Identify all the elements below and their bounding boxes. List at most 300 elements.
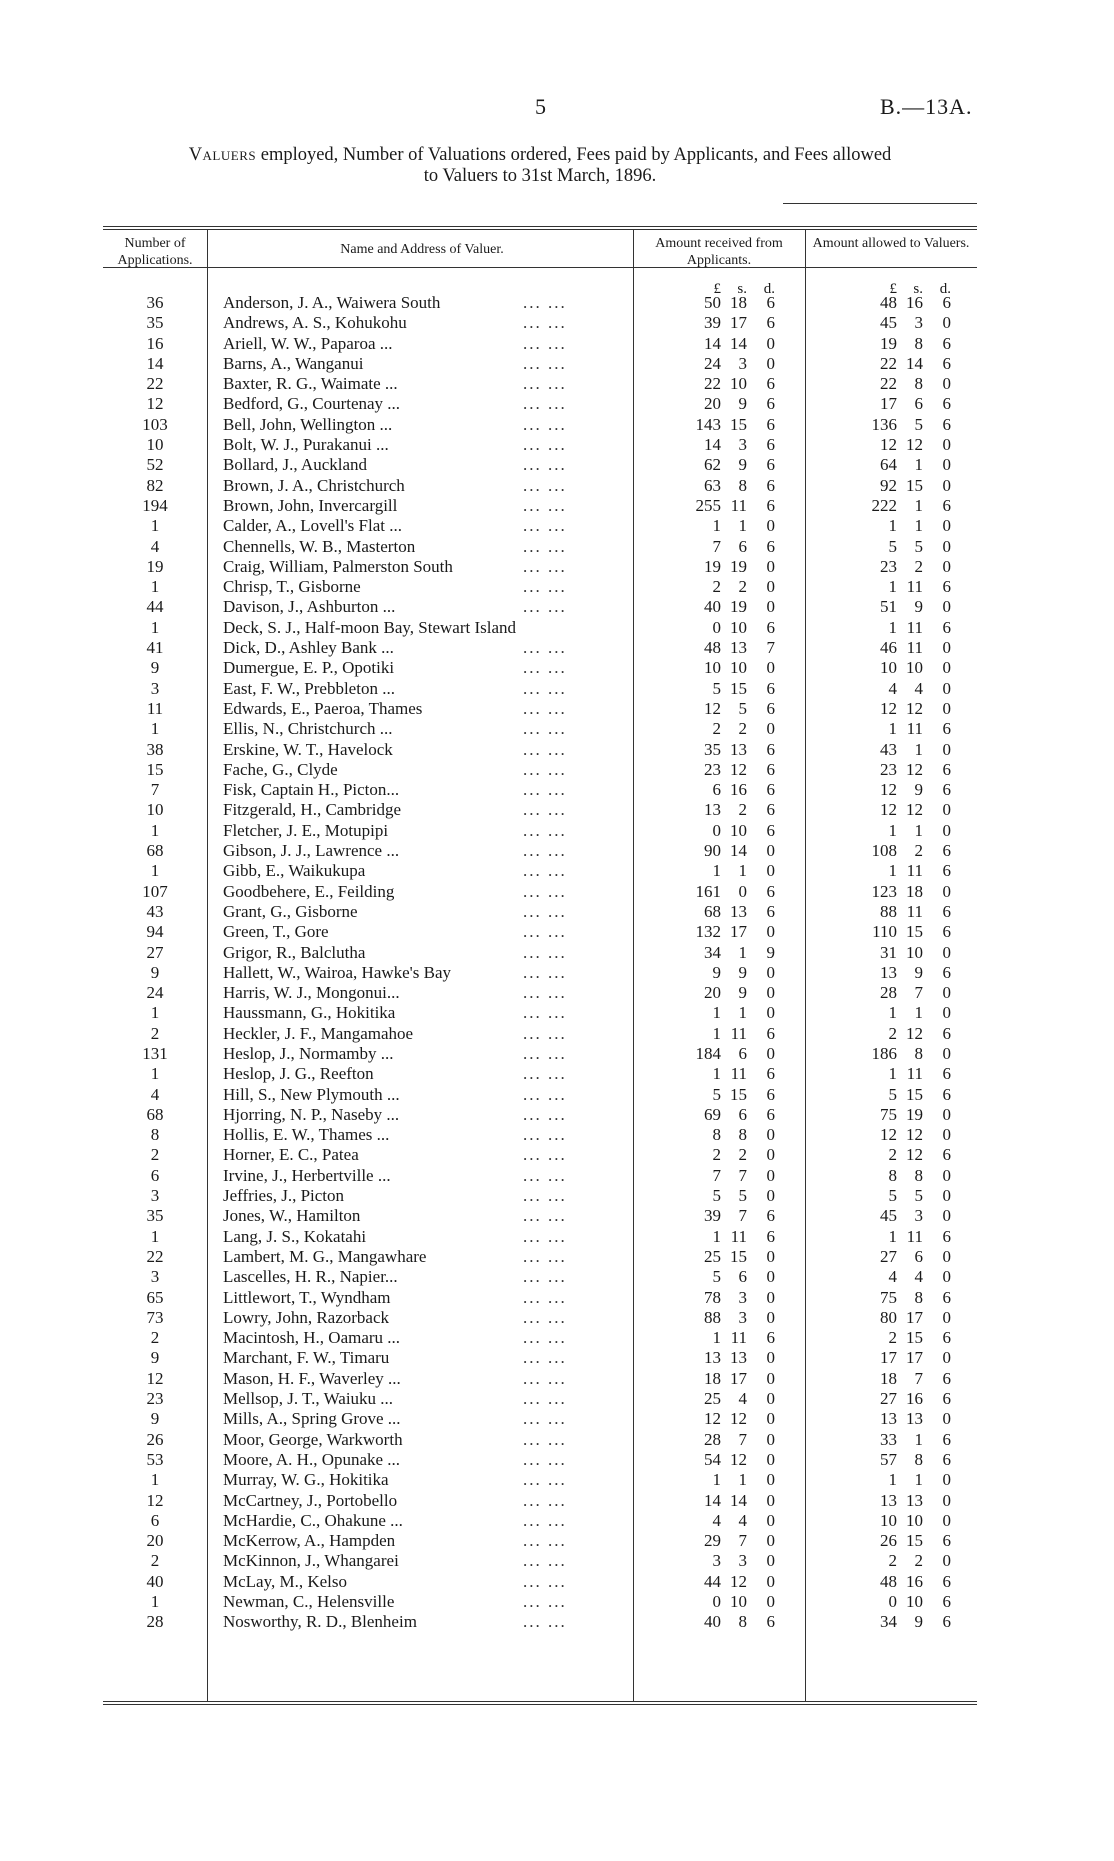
received-pence: 6	[766, 455, 775, 475]
leader-dots: ... ...	[523, 800, 567, 820]
allowed-pence: 0	[942, 435, 951, 455]
application-count: 22	[146, 374, 164, 394]
table-row	[103, 354, 977, 374]
leader-dots: ... ...	[523, 820, 567, 840]
received-pounds: 12	[704, 1409, 721, 1429]
valuer-name: Fletcher, J. E., Motupipi	[223, 820, 389, 840]
table-row	[103, 1145, 977, 1165]
received-shillings: 3	[738, 1307, 747, 1327]
received-shillings: 15	[730, 1084, 747, 1104]
received-shillings: 1	[738, 861, 747, 881]
leader-dots: ... ...	[523, 1226, 567, 1246]
table-row	[103, 1003, 977, 1023]
table-row	[103, 1612, 977, 1632]
allowed-pence: 0	[942, 1409, 951, 1429]
received-pounds: 5	[712, 1186, 721, 1206]
leader-dots: ... ...	[523, 1125, 567, 1145]
table-row	[103, 1247, 977, 1267]
allowed-shillings: 3	[914, 1206, 923, 1226]
received-shillings: 9	[738, 983, 747, 1003]
allowed-pounds: 1	[888, 617, 897, 637]
application-count: 4	[150, 536, 160, 556]
application-count: 1	[150, 1226, 160, 1246]
valuer-name: Hollis, E. W., Thames ...	[223, 1125, 390, 1145]
allowed-pounds: 17	[880, 1348, 897, 1368]
allowed-pounds: 0	[888, 1592, 897, 1611]
allowed-pence-unit: d.	[939, 281, 951, 297]
valuer-name: Murray, W. G., Hokitika	[223, 1470, 389, 1490]
allowed-shillings: 12	[906, 1125, 923, 1145]
header-received: Amount received from Applicants.	[655, 236, 783, 268]
received-shillings: 13	[730, 1348, 747, 1368]
allowed-pounds: 1	[888, 1470, 897, 1490]
allowed-shillings: 15	[906, 1328, 923, 1348]
allowed-pence: 6	[942, 394, 951, 414]
allowed-pounds: 2	[888, 1023, 897, 1043]
allowed-pence: 6	[942, 1287, 951, 1307]
received-pence: 0	[766, 658, 775, 678]
received-pence: 0	[766, 1571, 775, 1591]
received-pounds: 7	[712, 1165, 721, 1185]
received-shillings-unit: s.	[737, 281, 747, 297]
allowed-pence: 0	[942, 658, 951, 678]
received-shillings: 8	[738, 1612, 747, 1632]
allowed-shillings: 11	[906, 861, 923, 881]
valuer-name: Moor, George, Warkworth	[223, 1429, 403, 1449]
allowed-pence: 0	[942, 983, 951, 1003]
received-shillings: 13	[730, 739, 747, 759]
allowed-pence: 6	[942, 922, 951, 942]
received-pence: 6	[766, 495, 775, 515]
leader-dots: ... ...	[523, 1409, 567, 1429]
leader-dots: ... ...	[523, 1043, 567, 1063]
application-count: 8	[150, 1125, 160, 1145]
allowed-pounds: 27	[880, 1389, 897, 1409]
received-shillings: 0	[738, 881, 747, 901]
allowed-pence: 6	[942, 901, 951, 921]
application-count: 1	[150, 719, 160, 739]
received-shillings: 3	[738, 1551, 747, 1571]
table-row	[103, 537, 977, 557]
leader-dots: ... ...	[523, 1368, 567, 1388]
allowed-pounds-unit: £	[889, 281, 897, 297]
received-pounds: 34	[704, 942, 721, 962]
table-row	[103, 1085, 977, 1105]
application-count: 3	[150, 678, 160, 698]
received-shillings: 9	[738, 455, 747, 475]
received-shillings: 14	[730, 333, 747, 353]
table-bottom-rule	[103, 1701, 977, 1702]
received-pounds: 1	[712, 1328, 721, 1348]
leader-dots: ... ...	[523, 1449, 567, 1469]
table-row	[103, 1348, 977, 1368]
allowed-pounds: 23	[880, 556, 897, 576]
valuer-name: Grigor, R., Balclutha	[223, 942, 366, 962]
allowed-shillings: 6	[914, 394, 923, 414]
received-pounds: 13	[704, 800, 721, 820]
allowed-pounds: 33	[880, 1429, 897, 1449]
table-row	[103, 740, 977, 760]
valuer-name: Littlewort, T., Wyndham	[223, 1287, 391, 1307]
received-shillings: 1	[738, 942, 747, 962]
received-pounds: 1	[712, 1003, 721, 1023]
received-pounds: 19	[704, 556, 721, 576]
table-row	[103, 1572, 977, 1592]
leader-dots: ... ...	[523, 780, 567, 800]
leader-dots: ... ...	[523, 1389, 567, 1409]
allowed-pence: 6	[942, 719, 951, 739]
leader-dots: ... ...	[523, 1003, 567, 1023]
valuer-name: Newman, C., Helensville	[223, 1592, 395, 1611]
received-pence: 6	[766, 617, 775, 637]
received-pence: 6	[766, 475, 775, 495]
leader-dots: ... ...	[523, 597, 567, 617]
application-count: 43	[146, 901, 164, 921]
leader-dots: ... ...	[523, 556, 567, 576]
table-row	[103, 1024, 977, 1044]
allowed-shillings: 15	[906, 475, 923, 495]
received-shillings: 2	[738, 719, 747, 739]
allowed-pounds: 10	[880, 658, 897, 678]
valuer-name: Harris, W. J., Mongonui...	[223, 983, 400, 1003]
received-pence: 6	[766, 1064, 775, 1084]
received-shillings: 13	[730, 638, 747, 658]
allowed-shillings: 1	[914, 1003, 923, 1023]
valuer-name: Horner, E. C., Patea	[223, 1145, 359, 1165]
allowed-pence: 0	[942, 942, 951, 962]
received-shillings: 9	[738, 962, 747, 982]
leader-dots: ... ...	[523, 1612, 567, 1632]
allowed-pence: 0	[942, 1470, 951, 1490]
application-count: 6	[150, 1510, 160, 1530]
allowed-pounds: 2	[888, 1145, 897, 1165]
valuer-name: Mills, A., Spring Grove ...	[223, 1409, 401, 1429]
allowed-pounds: 186	[871, 1043, 897, 1063]
received-shillings: 11	[730, 1328, 747, 1348]
allowed-pence: 0	[942, 1186, 951, 1206]
leader-dots: ... ...	[523, 1104, 567, 1124]
table-row	[103, 1531, 977, 1551]
allowed-shillings: 11	[906, 1226, 923, 1246]
allowed-pounds: 12	[880, 800, 897, 820]
application-count: 65	[146, 1287, 164, 1307]
received-pounds: 13	[704, 1348, 721, 1368]
allowed-pence: 0	[942, 313, 951, 333]
allowed-pence: 6	[942, 1064, 951, 1084]
received-pounds: 1	[712, 1064, 721, 1084]
allowed-shillings: 11	[906, 577, 923, 597]
table-row	[103, 1369, 977, 1389]
valuer-name: McKinnon, J., Whangarei	[223, 1551, 399, 1571]
allowed-pounds: 5	[888, 1186, 897, 1206]
valuer-name: Bedford, G., Courtenay ...	[223, 394, 401, 414]
received-shillings: 1	[738, 516, 747, 536]
valuer-name: Calder, A., Lovell's Flat ...	[223, 516, 402, 536]
application-count: 1	[150, 820, 160, 840]
valuer-name: Lambert, M. G., Mangawhare	[223, 1246, 427, 1266]
table-row	[103, 1125, 977, 1145]
received-shillings: 7	[738, 1531, 747, 1551]
received-pence: 6	[766, 739, 775, 759]
leader-dots: ... ...	[523, 861, 567, 881]
application-count: 2	[150, 1023, 160, 1043]
allowed-shillings: 10	[906, 942, 923, 962]
received-shillings: 10	[730, 617, 747, 637]
received-pence: 0	[766, 1307, 775, 1327]
allowed-pounds: 2	[888, 1328, 897, 1348]
allowed-pounds: 80	[880, 1307, 897, 1327]
received-shillings: 6	[738, 1043, 747, 1063]
received-pounds-unit: £	[713, 281, 721, 297]
allowed-shillings: 8	[914, 1449, 923, 1469]
received-pence: 0	[766, 719, 775, 739]
allowed-pounds: 43	[880, 739, 897, 759]
received-pence: 0	[766, 1186, 775, 1206]
allowed-pence: 0	[942, 638, 951, 658]
received-pence: 0	[766, 597, 775, 617]
received-pence: 0	[766, 962, 775, 982]
allowed-pence: 6	[942, 962, 951, 982]
received-shillings: 15	[730, 678, 747, 698]
header-allowed: Amount allowed to Valuers.	[812, 236, 970, 251]
valuer-name: Haussmann, G., Hokitika	[223, 1003, 396, 1023]
allowed-pounds: 8	[888, 1165, 897, 1185]
received-pence: 0	[766, 1267, 775, 1287]
received-shillings: 7	[738, 1429, 747, 1449]
top-rule-right	[783, 203, 977, 204]
allowed-pounds: 51	[880, 597, 897, 617]
valuer-name: Craig, William, Palmerston South	[223, 556, 453, 576]
allowed-shillings: 12	[906, 759, 923, 779]
application-count: 19	[146, 556, 164, 576]
allowed-pounds: 46	[880, 638, 897, 658]
received-pounds: 69	[704, 1104, 721, 1124]
allowed-pounds: 75	[880, 1104, 897, 1124]
received-shillings: 18	[730, 293, 747, 312]
valuer-name: Gibb, E., Waikukupa	[223, 861, 366, 881]
application-count: 1	[150, 1064, 160, 1084]
allowed-pence: 6	[942, 1531, 951, 1551]
valuer-name: McCartney, J., Portobello	[223, 1490, 398, 1510]
valuer-name: Heckler, J. F., Mangamahoe	[223, 1023, 414, 1043]
allowed-pounds: 2	[888, 1551, 897, 1571]
valuer-name: Lascelles, H. R., Napier...	[223, 1267, 398, 1287]
received-pence: 0	[766, 556, 775, 576]
allowed-pounds: 17	[880, 394, 897, 414]
received-shillings: 10	[730, 820, 747, 840]
received-pounds: 18	[704, 1368, 721, 1388]
received-pence: 0	[766, 1389, 775, 1409]
leader-dots: ... ...	[523, 1429, 567, 1449]
table-row	[103, 658, 977, 678]
received-pounds: 5	[712, 1084, 721, 1104]
leader-dots: ... ...	[523, 394, 567, 414]
valuer-name: Andrews, A. S., Kohukohu	[223, 313, 407, 333]
received-pounds: 1	[712, 1470, 721, 1490]
allowed-pounds: 1	[888, 719, 897, 739]
allowed-pounds: 22	[880, 353, 897, 373]
valuer-name: Irvine, J., Herbertville ...	[223, 1165, 391, 1185]
application-count: 27	[146, 942, 164, 962]
received-pounds: 14	[704, 1490, 721, 1510]
allowed-pounds: 108	[871, 841, 897, 861]
allowed-shillings: 4	[914, 1267, 923, 1287]
application-count: 107	[142, 881, 168, 901]
allowed-pence: 6	[942, 1368, 951, 1388]
title-line2: to Valuers to 31st March, 1896.	[423, 166, 657, 186]
allowed-pence: 6	[942, 495, 951, 515]
received-pence: 0	[766, 983, 775, 1003]
application-count: 4	[150, 1084, 160, 1104]
received-shillings: 15	[730, 1246, 747, 1266]
received-shillings: 12	[730, 1571, 747, 1591]
valuer-name: Bollard, J., Auckland	[223, 455, 368, 475]
received-shillings: 2	[738, 1145, 747, 1165]
allowed-pence: 0	[942, 455, 951, 475]
valuer-name: Gibson, J. J., Lawrence ...	[223, 841, 400, 861]
table-row	[103, 679, 977, 699]
leader-dots: ... ...	[523, 313, 567, 333]
allowed-shillings: 2	[914, 556, 923, 576]
table-row	[103, 455, 977, 475]
received-shillings: 6	[738, 1267, 747, 1287]
allowed-shillings: 11	[906, 617, 923, 637]
received-shillings: 14	[730, 1490, 747, 1510]
allowed-pounds: 88	[880, 901, 897, 921]
leader-dots: ... ...	[523, 1592, 567, 1611]
allowed-pounds: 1	[888, 820, 897, 840]
table-row	[103, 516, 977, 536]
received-pounds: 28	[704, 1429, 721, 1449]
received-pounds: 8	[712, 1125, 721, 1145]
allowed-shillings: 5	[914, 414, 923, 434]
received-shillings: 11	[730, 1226, 747, 1246]
allowed-pence: 0	[942, 820, 951, 840]
valuer-name: McHardie, C., Ohakune ...	[223, 1510, 403, 1530]
valuer-name: Hill, S., New Plymouth ...	[223, 1084, 400, 1104]
application-count: 9	[150, 1409, 160, 1429]
leader-dots: ... ...	[523, 1571, 567, 1591]
received-pounds: 22	[704, 374, 721, 394]
received-shillings: 2	[738, 800, 747, 820]
received-pounds: 184	[695, 1043, 721, 1063]
allowed-pence: 0	[942, 516, 951, 536]
valuer-name: Green, T., Gore	[223, 922, 329, 942]
leader-dots: ... ...	[523, 759, 567, 779]
allowed-pence: 6	[942, 1612, 951, 1632]
application-count: 68	[146, 841, 164, 861]
allowed-shillings: 1	[914, 1429, 923, 1449]
allowed-pounds: 1	[888, 516, 897, 536]
valuer-name: Fitzgerald, H., Cambridge	[223, 800, 401, 820]
allowed-shillings: 11	[906, 901, 923, 921]
received-pence: 6	[766, 414, 775, 434]
allowed-pence: 6	[942, 414, 951, 434]
allowed-shillings: 8	[914, 1287, 923, 1307]
valuer-name: Heslop, J. G., Reefton	[223, 1064, 374, 1084]
allowed-pence: 0	[942, 1104, 951, 1124]
received-pounds: 54	[704, 1449, 721, 1469]
received-shillings: 19	[730, 597, 747, 617]
leader-dots: ... ...	[523, 678, 567, 698]
received-pounds: 40	[704, 1612, 721, 1632]
received-pounds: 5	[712, 1267, 721, 1287]
allowed-pounds: 45	[880, 1206, 897, 1226]
allowed-pounds: 1	[888, 1064, 897, 1084]
received-shillings: 10	[730, 658, 747, 678]
allowed-shillings: 9	[914, 962, 923, 982]
leader-dots: ... ...	[523, 414, 567, 434]
allowed-pounds: 26	[880, 1531, 897, 1551]
received-pence: 0	[766, 353, 775, 373]
received-pence: 6	[766, 394, 775, 414]
allowed-shillings: 18	[906, 881, 923, 901]
allowed-pounds: 1	[888, 1226, 897, 1246]
received-pence: 6	[766, 1084, 775, 1104]
leader-dots: ... ...	[523, 901, 567, 921]
allowed-pounds: 1	[888, 577, 897, 597]
leader-dots: ... ...	[523, 962, 567, 982]
received-pence: 0	[766, 1429, 775, 1449]
application-count: 3	[150, 1186, 160, 1206]
application-count: 1	[150, 577, 160, 597]
received-shillings: 7	[738, 1206, 747, 1226]
leader-dots: ... ...	[523, 1186, 567, 1206]
received-shillings: 17	[730, 1368, 747, 1388]
received-pounds: 39	[704, 1206, 721, 1226]
table-row	[103, 1166, 977, 1186]
received-shillings: 1	[738, 1003, 747, 1023]
received-pence: 0	[766, 1409, 775, 1429]
table-row	[103, 293, 977, 313]
application-count: 28	[146, 1612, 164, 1632]
application-count: 82	[146, 475, 164, 495]
received-pence: 0	[766, 1551, 775, 1571]
received-pence: 0	[766, 1490, 775, 1510]
application-count: 194	[142, 495, 168, 515]
received-pounds: 161	[695, 881, 721, 901]
table-row	[103, 780, 977, 800]
application-count: 7	[150, 780, 160, 800]
received-shillings: 9	[738, 394, 747, 414]
table-row	[103, 1551, 977, 1571]
allowed-pounds: 12	[880, 698, 897, 718]
allowed-pence: 0	[942, 698, 951, 718]
received-pounds: 2	[712, 577, 721, 597]
allowed-pence: 6	[942, 1592, 951, 1611]
allowed-shillings: 1	[914, 516, 923, 536]
leader-dots: ... ...	[523, 739, 567, 759]
leader-dots: ... ...	[523, 1267, 567, 1287]
table-row	[103, 334, 977, 354]
received-pence: 6	[766, 800, 775, 820]
allowed-shillings: 12	[906, 435, 923, 455]
leader-dots: ... ...	[523, 516, 567, 536]
table-row	[103, 800, 977, 820]
received-pounds: 40	[704, 597, 721, 617]
leader-dots: ... ...	[523, 293, 567, 312]
table-row	[103, 1186, 977, 1206]
allowed-shillings: 19	[906, 1104, 923, 1124]
received-pence: 0	[766, 1470, 775, 1490]
leader-dots: ... ...	[523, 1348, 567, 1368]
header-name: Name and Address of Valuer.	[340, 242, 504, 257]
received-pounds: 23	[704, 759, 721, 779]
received-pounds: 14	[704, 333, 721, 353]
received-pence: 6	[766, 313, 775, 333]
received-pounds: 39	[704, 313, 721, 333]
received-pence-unit: d.	[763, 281, 775, 297]
